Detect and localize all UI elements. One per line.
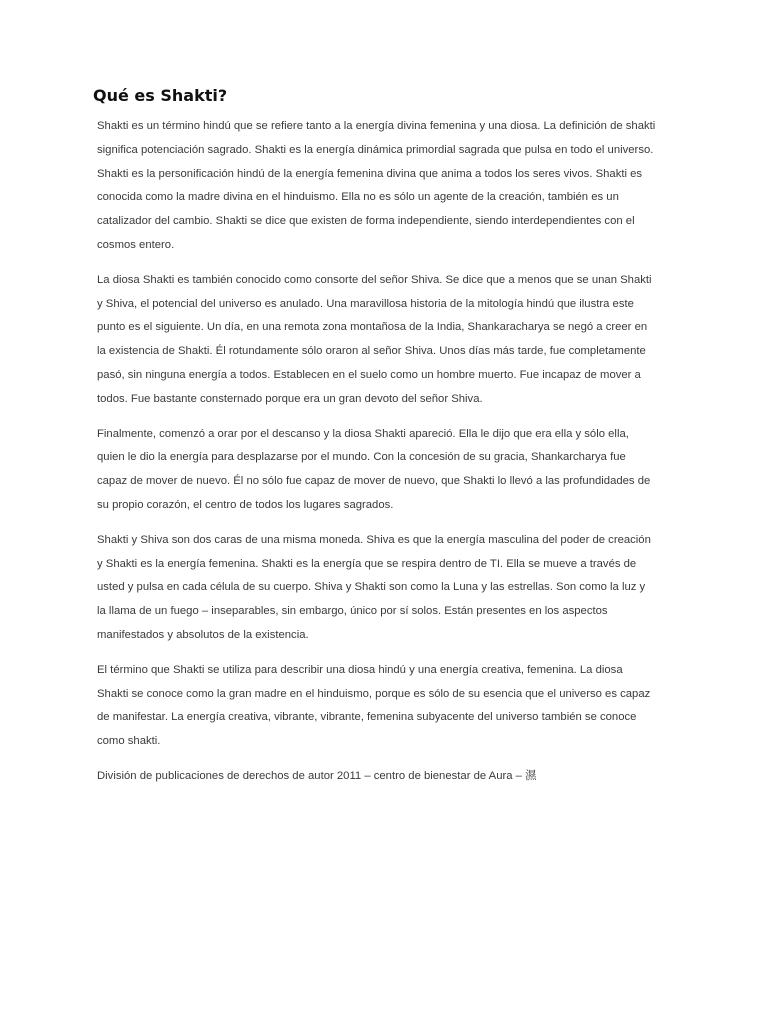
text-line: de manifestar. La energía creativa, vibrante, vibrante, femenina subyacente del universo también se conoce — [97, 711, 637, 724]
text-line: Finalmente, comenzó a orar por el descanso y la diosa Shakti apareció. Ella le dijo que era ella y sólo ella, — [97, 427, 629, 440]
text-line: La diosa Shakti es también conocido como consorte del señor Shiva. Se dice que a menos que se unan Shakti — [97, 273, 652, 286]
text-line: El término que Shakti se utiliza para describir una diosa hindú y una energía creativa, femenina. La diosa — [97, 663, 623, 676]
text-line: Shakti es un término hindú que se refiere tanto a la energía divina femenina y una diosa. La definición de shakti — [97, 120, 656, 132]
text-line: usted y pulsa en cada célula de su cuerpo. Shiva y Shakti son como la Luna y las estrellas. Son como la luz y — [97, 581, 646, 594]
text-line: la llama de un fuego – inseparables, sin embargo, único por sí solos. Están presentes en los aspectos — [97, 605, 608, 618]
text-line: manifestados y absolutos de la existencia. — [97, 628, 309, 641]
paragraph-1 — [97, 115, 677, 258]
text-line: y Shiva, el potencial del universo es anulado. Una maravillosa historia de la mitología hindú que ilustra este — [97, 297, 634, 310]
article-body — [97, 115, 677, 800]
text-line: como shakti. — [97, 735, 161, 748]
text-line: Shakti y Shiva son dos caras de una misma moneda. Shiva es que la energía masculina del poder de creación — [97, 533, 651, 546]
text-line: pasó, sin ninguna energía a todos. Establecen en el suelo como un hombre muerto. Fue incapaz de mover a — [97, 368, 641, 381]
text-line: División de publicaciones de derechos de autor 2011 – centro de bienestar de Aura – 濕 — [97, 769, 537, 782]
text-line: y Shakti es la energía femenina. Shakti es la energía que se respira dentro de TI. Ella se mueve a través de — [97, 557, 637, 570]
text-line: catalizador del cambio. Shakti se dice que existen de forma independiente, siendo interdependientes con el — [97, 215, 635, 228]
text-line: cosmos entero. — [97, 238, 175, 251]
text-line: Shakti es la personificación hindú de la energía femenina divina que anima a todos los seres vivos. Shakti es — [97, 167, 643, 180]
paragraph-2 — [97, 269, 677, 412]
text-line: capaz de mover de nuevo. Él no sólo fue capaz de mover de nuevo, que Shakti lo llevó a las profundidades de — [97, 475, 651, 488]
paragraph-4 — [97, 529, 677, 648]
paragraph-3 — [97, 423, 677, 518]
text-line: todos. Fue bastante consternado porque era un gran devoto del señor Shiva. — [97, 392, 483, 405]
page-title: Qué es Shakti? — [93, 86, 228, 105]
text-line: conocida como la madre divina en el hinduismo. Ella no es sólo un agente de la creación, también es un — [97, 191, 619, 204]
text-line: punto es el siguiente. Un día, en una remota zona montañosa de la India, Shankaracharya se negó a creer en — [97, 321, 648, 334]
text-line: significa potenciación sagrado. Shakti es la energía dinámica primordial sagrada que pulsa en todo el universo. — [97, 143, 654, 156]
copyright-notice — [97, 765, 677, 789]
text-line: Shakti se conoce como la gran madre en el hinduismo, porque es sólo de su esencia que el universo es capaz — [97, 687, 651, 700]
text-line: la existencia de Shakti. Él rotundamente sólo oraron al señor Shiva. Unos días más tarde, fue completamente — [97, 345, 646, 358]
text-line: su propio corazón, el centro de todos los lugares sagrados. — [97, 498, 394, 511]
paragraph-5 — [97, 659, 677, 754]
text-line: quien le dio la energía para desplazarse por el mundo. Con la concesión de su gracia, Shankarcharya fue — [97, 451, 626, 464]
